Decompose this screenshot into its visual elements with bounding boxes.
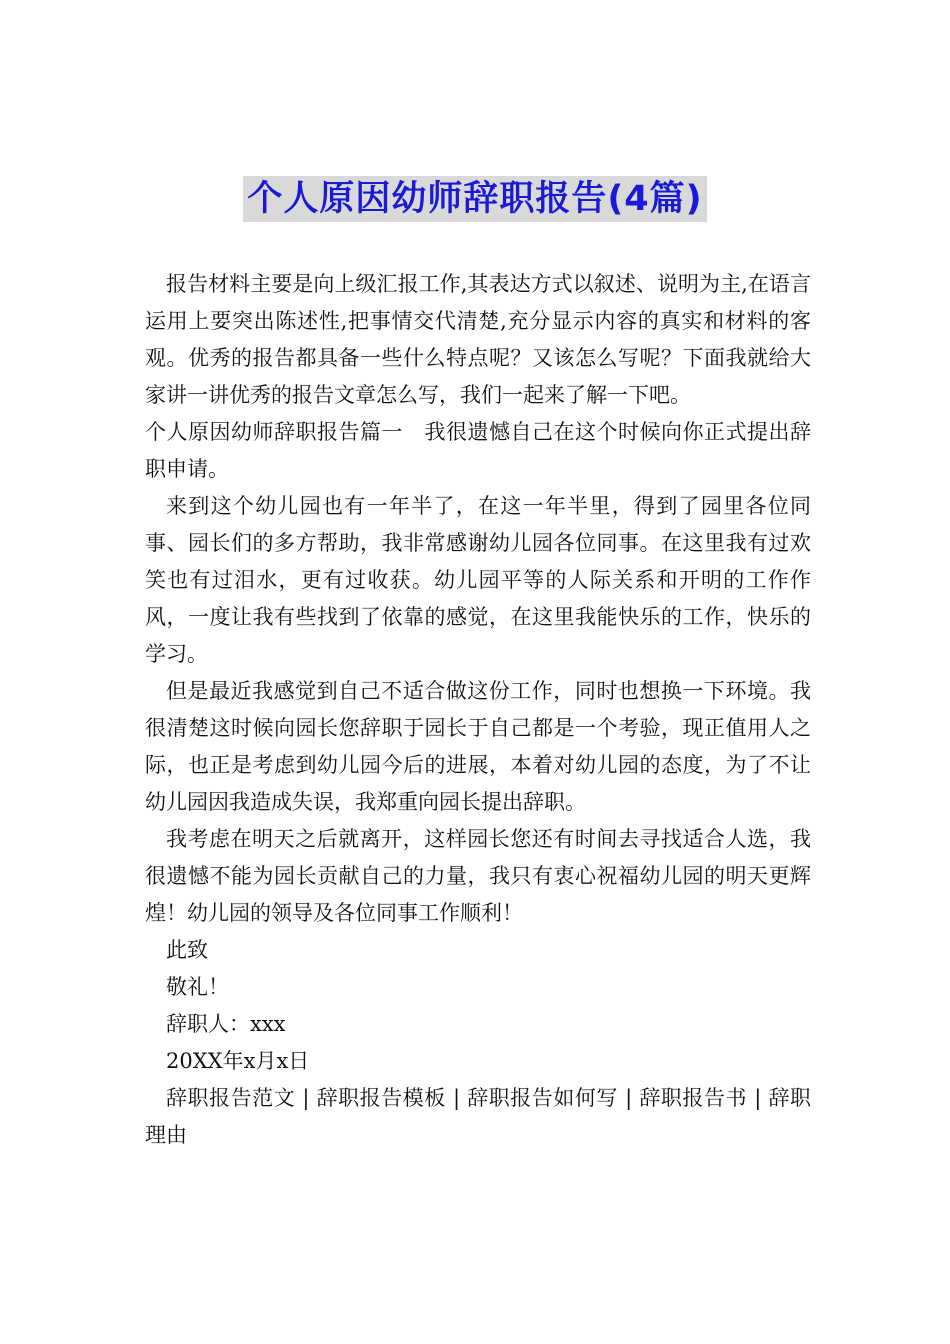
title-container	[0, 176, 950, 222]
body-paragraph-2: 但是最近我感觉到自己不适合做这份工作，同时也想换一下环境。我很清楚这时候向园长您辞职于园长于自己都是一个考验，现正值用人之际，也正是考虑到幼儿园今后的进展，本着对幼儿园的态度，为了不让幼儿园因我造成失误，我郑重向园长提出辞职。	[145, 679, 811, 814]
closing-line: 此致	[166, 938, 208, 962]
document-title: 个人原因幼师辞职报告(4篇)	[243, 176, 706, 222]
body-paragraph-3: 我考虑在明天之后就离开，这样园长您还有时间去寻找适合人选，我很遗憾不能为园长贡献自己的力量，我只有衷心祝福幼儿园的明天更辉煌！幼儿园的领导及各位同事工作顺利！	[145, 827, 811, 925]
intro-paragraph: 报告材料主要是向上级汇报工作,其表达方式以叙述、说明为主,在语言运用上要突出陈述性,把事情交代清楚,充分显示内容的真实和材料的客观。优秀的报告都具备一些什么特点呢？又该怎么写呢？下面我就给大家讲一讲优秀的报告文章怎么写，我们一起来了解一下吧。	[145, 272, 811, 407]
related-tags: 辞职报告范文 | 辞职报告模板 | 辞职报告如何写 | 辞职报告书 | 辞职理由	[145, 1086, 811, 1147]
body-paragraph-1: 来到这个幼儿园也有一年半了，在这一年半里，得到了园里各位同事、园长们的多方帮助，我非常感谢幼儿园各位同事。在这里我有过欢笑也有过泪水，更有过收获。幼儿园平等的人际关系和开明的工作作风，一度让我有些找到了依靠的感觉，在这里我能快乐的工作，快乐的学习。	[145, 494, 811, 666]
date-line: 20XX年x月x日	[166, 1049, 310, 1073]
salute-line: 敬礼！	[166, 975, 229, 999]
signature-line: 辞职人：xxx	[166, 1012, 286, 1036]
document-body	[145, 266, 811, 1154]
section-heading: 个人原因幼师辞职报告篇一 我很遗憾自己在这个时候向你正式提出辞职申请。	[145, 420, 811, 481]
